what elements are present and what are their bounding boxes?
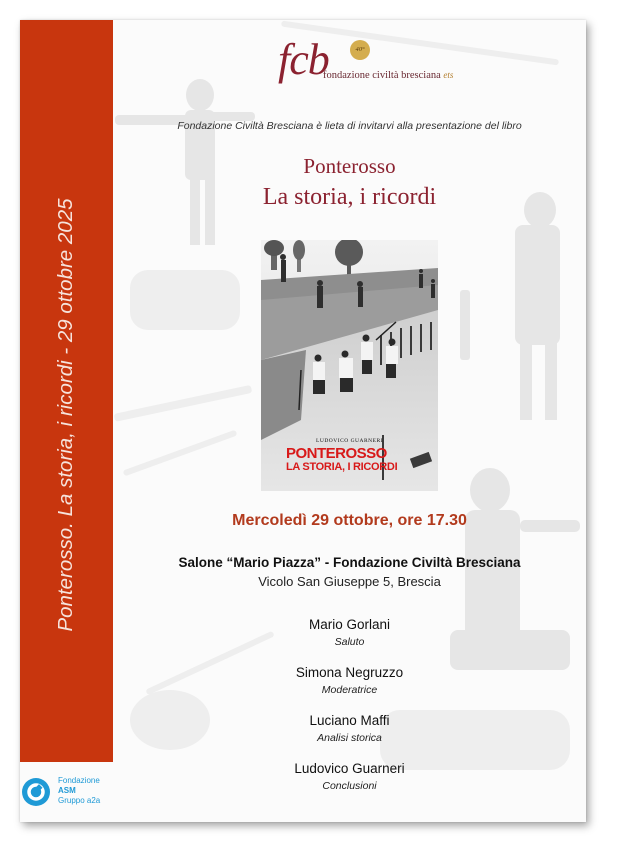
speaker-role: Analisi storica — [317, 732, 382, 744]
sponsor-logo — [20, 762, 113, 822]
cover-title: PONTEROSSO — [286, 445, 387, 462]
cover-author: LUDOVICO GUARNERI — [315, 438, 383, 444]
side-band-title: Ponterosso. La storia, i ricordi - 29 ottobre 2025 — [54, 198, 77, 632]
invitation-sheet — [20, 20, 586, 822]
book-cover-image — [261, 240, 438, 491]
book-subtitle: La storia, i ricordi — [262, 184, 437, 210]
speaker-name: Simona Negruzzo — [295, 665, 404, 680]
speaker-role: Saluto — [334, 636, 365, 648]
side-band — [20, 20, 113, 762]
event-address: Vicolo San Giuseppe 5, Brescia — [258, 574, 441, 589]
cover-subtitle: LA STORIA, I RICORDI — [286, 461, 398, 473]
book-title: Ponterosso — [303, 154, 396, 178]
speaker-name: Luciano Maffi — [309, 713, 390, 728]
fcb-monogram: fcb — [278, 35, 329, 84]
sponsor-line3: Gruppo a2a — [58, 796, 101, 805]
event-venue: Salone “Mario Piazza” - Fondazione Civiltà Bresciana — [178, 555, 521, 570]
speaker-name: Mario Gorlani — [308, 617, 391, 632]
anniversary-badge: 40° — [350, 40, 370, 60]
speaker-role: Conclusioni — [322, 780, 377, 792]
speaker-role: Moderatrice — [321, 684, 378, 696]
sponsor-line2: ASM — [58, 786, 76, 795]
speaker-name: Ludovico Guarneri — [294, 761, 405, 776]
sponsor-line1: Fondazione — [58, 776, 100, 785]
asm-logo-icon — [22, 778, 50, 806]
invite-text: Fondazione Civiltà Bresciana è lieta di invitarvi alla presentazione del libro — [177, 120, 522, 132]
sponsor-text — [58, 776, 100, 806]
fcb-name: fondazione civiltà bresciana ets — [323, 70, 454, 81]
event-date-time: Mercoledì 29 ottobre, ore 17.30 — [232, 512, 467, 529]
